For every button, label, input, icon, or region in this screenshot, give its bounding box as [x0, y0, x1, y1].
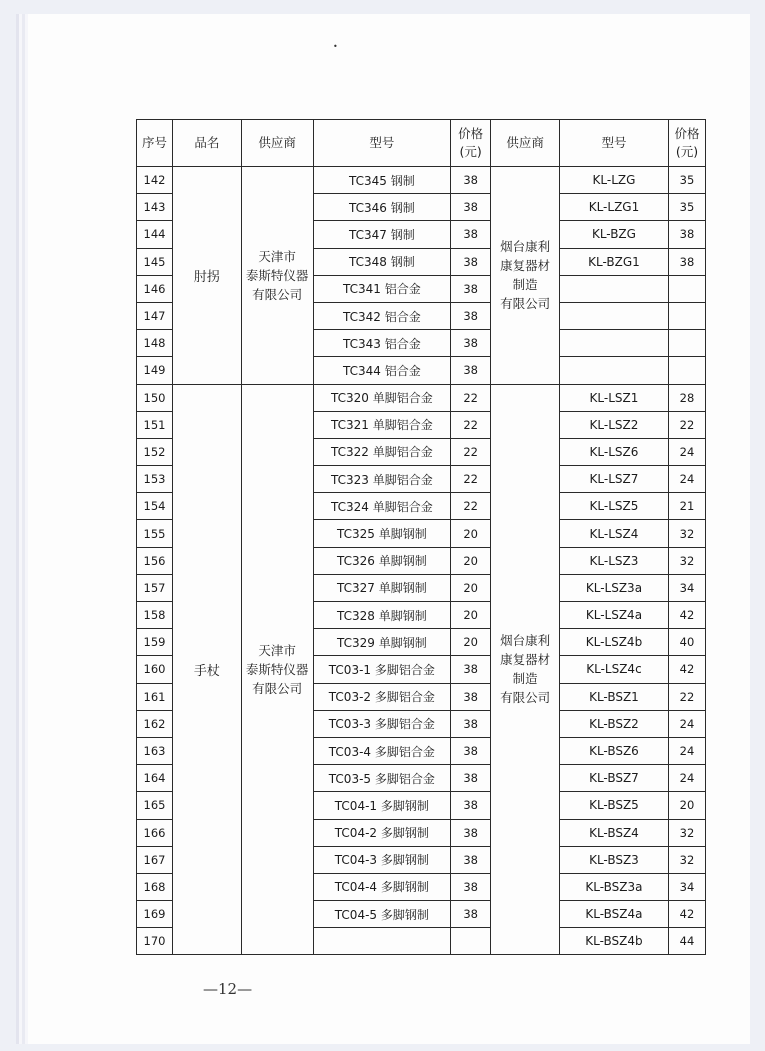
seq-cell: 152	[137, 438, 173, 465]
supplier-cell-line: 有限公司	[252, 680, 303, 696]
supplier2-cell-line: 康复器材	[500, 652, 551, 668]
model-cell: TC326 单脚钢制	[313, 547, 450, 574]
header-price2	[668, 120, 705, 167]
model-cell: TC03-4 多脚铝合金	[313, 737, 450, 764]
price2-cell: 35	[668, 167, 705, 194]
price-cell: 38	[451, 357, 491, 384]
price2-cell: 24	[668, 466, 705, 493]
price-cell: 38	[451, 710, 491, 737]
product-name-cell: 手杖	[172, 384, 241, 955]
model-cell: TC03-2 多脚铝合金	[313, 683, 450, 710]
seq-cell: 162	[137, 710, 173, 737]
model-cell: TC04-5 多脚钢制	[313, 901, 450, 928]
price-cell: 38	[451, 194, 491, 221]
price-cell: 38	[451, 221, 491, 248]
price-cell: 20	[451, 547, 491, 574]
price-cell: 38	[451, 330, 491, 357]
seq-cell: 167	[137, 846, 173, 873]
header-price-line2: (元)	[459, 144, 482, 159]
header-model: 型号	[313, 120, 450, 167]
model2-cell: KL-BSZ2	[560, 710, 669, 737]
price2-cell: 42	[668, 901, 705, 928]
supplier2-cell	[491, 167, 560, 385]
price-cell: 22	[451, 384, 491, 411]
price2-cell: 34	[668, 873, 705, 900]
model-cell: TC321 单脚铝合金	[313, 411, 450, 438]
header-supplier2: 供应商	[491, 120, 560, 167]
table-row	[137, 384, 706, 411]
model-cell: TC324 单脚铝合金	[313, 493, 450, 520]
model-cell: TC322 单脚铝合金	[313, 438, 450, 465]
model-cell: TC323 单脚铝合金	[313, 466, 450, 493]
model2-cell: KL-BSZ4b	[560, 928, 669, 955]
seq-cell: 166	[137, 819, 173, 846]
supplier2-cell	[491, 384, 560, 955]
model2-cell	[560, 357, 669, 384]
seq-cell: 143	[137, 194, 173, 221]
model2-cell: KL-BSZ5	[560, 792, 669, 819]
header-price2-line1: 价格	[674, 126, 700, 141]
seq-cell: 159	[137, 629, 173, 656]
model2-cell: KL-LZG	[560, 167, 669, 194]
supplier2-cell-line: 制造	[512, 277, 538, 293]
price2-cell: 32	[668, 547, 705, 574]
model-cell: TC344 铝合金	[313, 357, 450, 384]
model-cell: TC03-5 多脚铝合金	[313, 765, 450, 792]
seq-cell: 153	[137, 466, 173, 493]
price2-cell: 22	[668, 683, 705, 710]
supplier2-cell-line: 烟台康利	[500, 239, 551, 255]
page-number: —12—	[203, 980, 253, 998]
model-cell: TC343 铝合金	[313, 330, 450, 357]
supplier2-cell-line: 康复器材	[500, 258, 551, 274]
model2-cell: KL-LSZ3a	[560, 574, 669, 601]
price-cell: 22	[451, 466, 491, 493]
supplier-cell	[241, 167, 313, 385]
price2-cell: 42	[668, 602, 705, 629]
model2-cell: KL-LSZ1	[560, 384, 669, 411]
scan-speck: •	[333, 42, 338, 51]
header-price-line1: 价格	[458, 126, 484, 141]
model2-cell: KL-BSZ6	[560, 737, 669, 764]
price2-cell: 20	[668, 792, 705, 819]
price-cell: 20	[451, 629, 491, 656]
model-cell: TC347 钢制	[313, 221, 450, 248]
model-cell: TC346 钢制	[313, 194, 450, 221]
supplier2-cell-line: 制造	[512, 671, 538, 687]
price-cell: 20	[451, 520, 491, 547]
seq-cell: 156	[137, 547, 173, 574]
supplier2-cell-line: 烟台康利	[500, 633, 551, 649]
price-cell: 22	[451, 438, 491, 465]
price2-cell: 44	[668, 928, 705, 955]
seq-cell: 160	[137, 656, 173, 683]
model2-cell: KL-BSZ7	[560, 765, 669, 792]
price-cell: 20	[451, 574, 491, 601]
model-cell: TC320 单脚铝合金	[313, 384, 450, 411]
model2-cell: KL-LSZ4b	[560, 629, 669, 656]
seq-cell: 157	[137, 574, 173, 601]
seq-cell: 151	[137, 411, 173, 438]
price2-cell	[668, 275, 705, 302]
price2-cell	[668, 357, 705, 384]
model-cell: TC04-3 多脚钢制	[313, 846, 450, 873]
header-name: 品名	[172, 120, 241, 167]
price2-cell	[668, 330, 705, 357]
price2-cell: 34	[668, 574, 705, 601]
model2-cell: KL-BZG1	[560, 248, 669, 275]
price2-cell: 24	[668, 737, 705, 764]
model2-cell: KL-LSZ4a	[560, 602, 669, 629]
supplier-cell-line: 有限公司	[252, 286, 303, 302]
price2-cell: 32	[668, 819, 705, 846]
price2-cell: 32	[668, 846, 705, 873]
price2-cell	[668, 302, 705, 329]
price-cell: 38	[451, 792, 491, 819]
model2-cell: KL-LSZ3	[560, 547, 669, 574]
price2-cell: 24	[668, 710, 705, 737]
seq-cell: 169	[137, 901, 173, 928]
model2-cell: KL-BSZ1	[560, 683, 669, 710]
seq-cell: 158	[137, 602, 173, 629]
seq-cell: 163	[137, 737, 173, 764]
header-model2: 型号	[560, 120, 669, 167]
model2-cell	[560, 302, 669, 329]
model-cell: TC327 单脚钢制	[313, 574, 450, 601]
seq-cell: 142	[137, 167, 173, 194]
model-cell: TC04-4 多脚钢制	[313, 873, 450, 900]
price-cell: 20	[451, 602, 491, 629]
price-cell: 22	[451, 493, 491, 520]
price-cell: 38	[451, 275, 491, 302]
header-price	[451, 120, 491, 167]
price2-cell: 42	[668, 656, 705, 683]
model-cell: TC03-3 多脚铝合金	[313, 710, 450, 737]
model2-cell	[560, 275, 669, 302]
model-cell: TC04-1 多脚钢制	[313, 792, 450, 819]
price-cell: 38	[451, 167, 491, 194]
price2-cell: 40	[668, 629, 705, 656]
model2-cell	[560, 330, 669, 357]
table-row	[137, 167, 706, 194]
model2-cell: KL-LSZ5	[560, 493, 669, 520]
seq-cell: 147	[137, 302, 173, 329]
price-cell: 38	[451, 737, 491, 764]
price2-cell: 28	[668, 384, 705, 411]
supplier-cell-line: 泰斯特仪器	[245, 267, 309, 283]
seq-cell: 150	[137, 384, 173, 411]
header-row	[137, 120, 706, 167]
price-cell: 38	[451, 846, 491, 873]
supplier-cell-line: 泰斯特仪器	[245, 661, 309, 677]
model2-cell: KL-LSZ4	[560, 520, 669, 547]
seq-cell: 149	[137, 357, 173, 384]
model-cell: TC345 钢制	[313, 167, 450, 194]
seq-cell: 168	[137, 873, 173, 900]
model-cell: TC325 单脚钢制	[313, 520, 450, 547]
model2-cell: KL-LSZ7	[560, 466, 669, 493]
model2-cell: KL-LSZ6	[560, 438, 669, 465]
supplier-cell-line: 天津市	[258, 642, 296, 658]
model2-cell: KL-BSZ4	[560, 819, 669, 846]
price-cell: 38	[451, 656, 491, 683]
price-cell	[451, 928, 491, 955]
model2-cell: KL-BZG	[560, 221, 669, 248]
product-name-cell: 肘拐	[172, 167, 241, 385]
model-cell: TC04-2 多脚钢制	[313, 819, 450, 846]
header-seq: 序号	[137, 120, 173, 167]
price-cell: 38	[451, 901, 491, 928]
model2-cell: KL-LZG1	[560, 194, 669, 221]
model-cell	[313, 928, 450, 955]
seq-cell: 145	[137, 248, 173, 275]
model2-cell: KL-BSZ3a	[560, 873, 669, 900]
model-cell: TC328 单脚钢制	[313, 602, 450, 629]
price-cell: 38	[451, 302, 491, 329]
price2-cell: 21	[668, 493, 705, 520]
seq-cell: 154	[137, 493, 173, 520]
price-cell: 22	[451, 411, 491, 438]
price-cell: 38	[451, 819, 491, 846]
table-header	[137, 120, 706, 167]
price2-cell: 32	[668, 520, 705, 547]
price2-cell: 24	[668, 765, 705, 792]
price2-cell: 38	[668, 221, 705, 248]
seq-cell: 170	[137, 928, 173, 955]
price-cell: 38	[451, 683, 491, 710]
price-table	[136, 119, 706, 955]
seq-cell: 148	[137, 330, 173, 357]
model2-cell: KL-LSZ2	[560, 411, 669, 438]
supplier-cell	[241, 384, 313, 955]
price-cell: 38	[451, 873, 491, 900]
seq-cell: 144	[137, 221, 173, 248]
price-cell: 38	[451, 765, 491, 792]
model-cell: TC342 铝合金	[313, 302, 450, 329]
model2-cell: KL-LSZ4c	[560, 656, 669, 683]
price2-cell: 22	[668, 411, 705, 438]
supplier-cell-line: 天津市	[258, 248, 296, 264]
header-price2-line2: (元)	[675, 144, 699, 159]
supplier2-cell-line: 有限公司	[500, 296, 551, 312]
seq-cell: 164	[137, 765, 173, 792]
model2-cell: KL-BSZ4a	[560, 901, 669, 928]
document-page	[28, 14, 750, 1044]
model-cell: TC329 单脚钢制	[313, 629, 450, 656]
supplier2-cell-line: 有限公司	[500, 690, 551, 706]
seq-cell: 161	[137, 683, 173, 710]
price-cell: 38	[451, 248, 491, 275]
seq-cell: 165	[137, 792, 173, 819]
price2-cell: 24	[668, 438, 705, 465]
table-body	[137, 167, 706, 955]
model-cell: TC341 铝合金	[313, 275, 450, 302]
seq-cell: 155	[137, 520, 173, 547]
seq-cell: 146	[137, 275, 173, 302]
model-cell: TC03-1 多脚铝合金	[313, 656, 450, 683]
price2-cell: 35	[668, 194, 705, 221]
header-supplier: 供应商	[241, 120, 313, 167]
price2-cell: 38	[668, 248, 705, 275]
model-cell: TC348 钢制	[313, 248, 450, 275]
model2-cell: KL-BSZ3	[560, 846, 669, 873]
